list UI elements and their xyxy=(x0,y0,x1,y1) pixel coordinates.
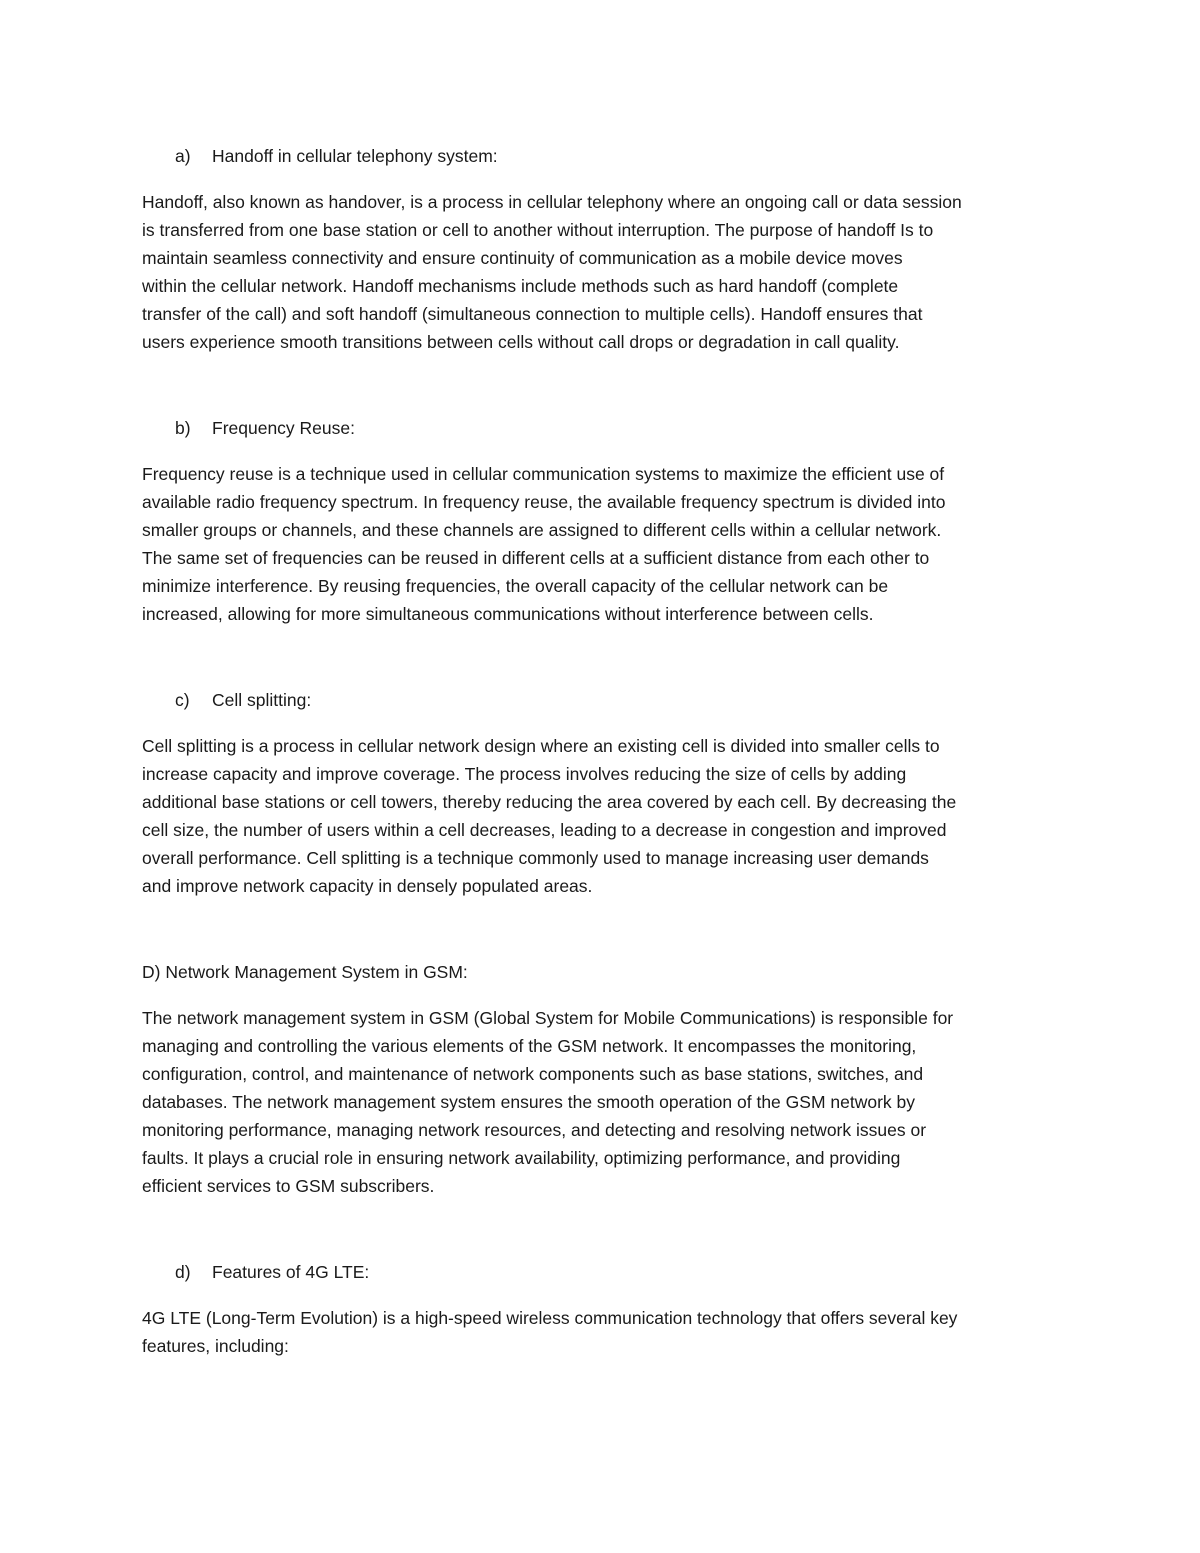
heading-text: Handoff in cellular telephony system: xyxy=(212,146,498,166)
section-heading-frequency-reuse xyxy=(142,414,1062,442)
body-line: configuration, control, and maintenance of network components such as base stations, switches, and xyxy=(142,1064,924,1084)
body-line: overall performance. Cell splitting is a technique commonly used to manage increasing user demands xyxy=(142,848,929,868)
body-line: efficient services to GSM subscribers. xyxy=(142,1176,435,1196)
heading-text: D) Network Management System in GSM: xyxy=(142,962,468,982)
list-marker: a) xyxy=(175,146,191,166)
body-line: cell size, the number of users within a cell decreases, leading to a decrease in congestion and improved xyxy=(142,820,947,840)
body-line: Cell splitting is a process in cellular network design where an existing cell is divided into smaller cells to xyxy=(142,736,940,756)
body-line: The same set of frequencies can be reused in different cells at a sufficient distance from each other to xyxy=(142,548,930,568)
body-line: available radio frequency spectrum. In frequency reuse, the available frequency spectrum is divided into xyxy=(142,492,946,512)
body-line: features, including: xyxy=(142,1336,289,1356)
section-body-handoff xyxy=(142,188,1062,356)
body-line: The network management system in GSM (Global System for Mobile Communications) is responsible for xyxy=(142,1008,954,1028)
body-line: monitoring performance, managing network resources, and detecting and resolving network issues or xyxy=(142,1120,927,1140)
body-line: 4G LTE (Long-Term Evolution) is a high-speed wireless communication technology that offers several key xyxy=(142,1308,958,1328)
heading-text: Frequency Reuse: xyxy=(212,418,355,438)
body-line: managing and controlling the various elements of the GSM network. It encompasses the monitoring, xyxy=(142,1036,917,1056)
body-line: smaller groups or channels, and these channels are assigned to different cells within a cellular network. xyxy=(142,520,942,540)
section-heading-network-management xyxy=(142,958,1062,986)
document-content xyxy=(142,142,1062,1360)
body-line: transfer of the call) and soft handoff (simultaneous connection to multiple cells). Handoff ensures that xyxy=(142,304,923,324)
body-line: maintain seamless connectivity and ensure continuity of communication as a mobile device moves xyxy=(142,248,903,268)
body-line: faults. It plays a crucial role in ensuring network availability, optimizing performance, and providing xyxy=(142,1148,901,1168)
body-line: and improve network capacity in densely populated areas. xyxy=(142,876,593,896)
heading-text: Features of 4G LTE: xyxy=(212,1262,370,1282)
body-line: is transferred from one base station or cell to another without interruption. The purpose of handoff Is to xyxy=(142,220,934,240)
list-marker: c) xyxy=(175,690,190,710)
section-heading-handoff xyxy=(142,142,1062,170)
list-marker: b) xyxy=(175,418,191,438)
section-body-4g-lte xyxy=(142,1304,1062,1360)
heading-text: Cell splitting: xyxy=(212,690,312,710)
section-body-cell-splitting xyxy=(142,732,1062,900)
body-line: minimize interference. By reusing frequencies, the overall capacity of the cellular network can be xyxy=(142,576,889,596)
section-body-network-management xyxy=(142,1004,1062,1200)
body-line: increased, allowing for more simultaneous communications without interference between cells. xyxy=(142,604,874,624)
body-line: Handoff, also known as handover, is a process in cellular telephony where an ongoing call or data session xyxy=(142,192,962,212)
section-heading-cell-splitting xyxy=(142,686,1062,714)
section-heading-4g-lte xyxy=(142,1258,1062,1286)
body-line: Frequency reuse is a technique used in cellular communication systems to maximize the efficient use of xyxy=(142,464,945,484)
body-line: users experience smooth transitions between cells without call drops or degradation in call quality. xyxy=(142,332,900,352)
body-line: additional base stations or cell towers, thereby reducing the area covered by each cell. By decreasing the xyxy=(142,792,957,812)
list-marker: d) xyxy=(175,1262,191,1282)
section-body-frequency-reuse xyxy=(142,460,1062,628)
body-line: databases. The network management system ensures the smooth operation of the GSM network by xyxy=(142,1092,915,1112)
body-line: increase capacity and improve coverage. The process involves reducing the size of cells by adding xyxy=(142,764,907,784)
body-line: within the cellular network. Handoff mechanisms include methods such as hard handoff (complete xyxy=(142,276,899,296)
